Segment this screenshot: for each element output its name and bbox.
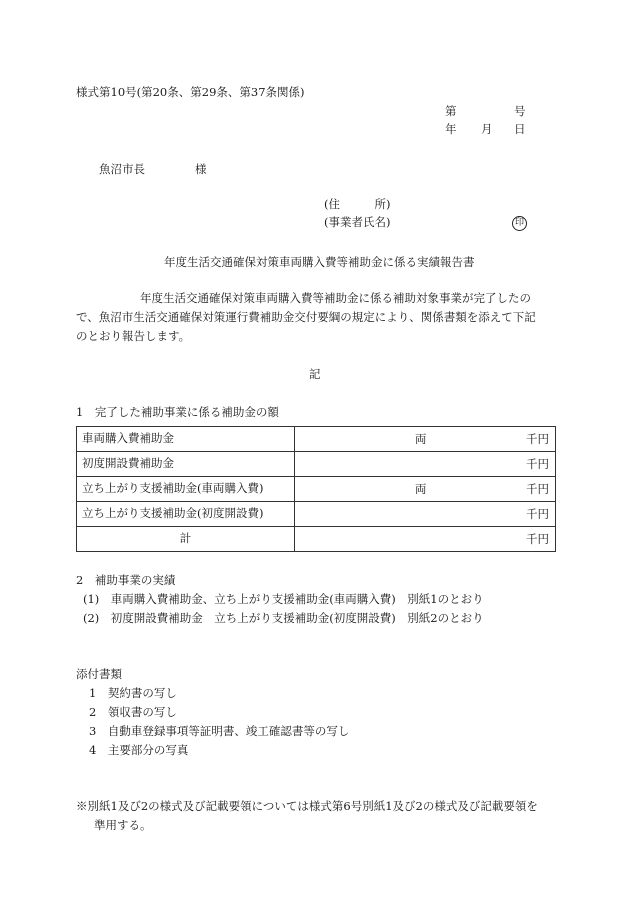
doc-number-prefix: 第 — [445, 104, 457, 118]
attachment-item: 1 契約書の写し — [89, 686, 177, 700]
table-row — [77, 452, 556, 477]
attachment-item: 2 領収書の写し — [89, 705, 177, 719]
date-year: 年 — [445, 122, 457, 136]
row-label: 車両購入費補助金 — [77, 427, 295, 452]
addressee-name: 魚沼市長 — [99, 162, 145, 176]
row-value-cell — [295, 527, 556, 552]
row-label: 初度開設費補助金 — [77, 452, 295, 477]
table-row — [77, 477, 556, 502]
row-value-cell — [295, 477, 556, 502]
addressee-honorific: 様 — [195, 162, 207, 176]
row-label: 立ち上がり支援補助金(初度開設費) — [77, 502, 295, 527]
vehicle-unit: 両 — [415, 482, 427, 496]
form-number: 様式第10号(第20条、第29条、第37条関係) — [76, 85, 305, 99]
amount-unit: 千円 — [526, 482, 549, 496]
total-label: 計 — [77, 527, 295, 552]
row-value-cell — [295, 502, 556, 527]
amount-unit: 千円 — [526, 532, 549, 546]
applicant-name-label: (事業者氏名) — [324, 215, 391, 229]
row-value-cell — [295, 452, 556, 477]
attachment-item: 3 自動車登録事項等証明書、竣工確認書等の写し — [89, 724, 350, 738]
table-row — [77, 502, 556, 527]
subsidy-amount-table — [76, 426, 556, 552]
row-label: 立ち上がり支援補助金(車両購入費) — [77, 477, 295, 502]
amount-unit: 千円 — [526, 457, 549, 471]
amount-unit: 千円 — [526, 432, 549, 446]
note-line-2: 準用する。 — [94, 818, 152, 832]
vehicle-unit: 両 — [415, 432, 427, 446]
row-value-cell — [295, 427, 556, 452]
date-month: 月 — [481, 122, 493, 136]
doc-number-suffix: 号 — [514, 104, 526, 118]
report-title: 年度生活交通確保対策車両購入費等補助金に係る実績報告書 — [164, 255, 475, 269]
date-day: 日 — [514, 122, 526, 136]
body-line-1: 年度生活交通確保対策車両購入費等補助金に係る補助対象事業が完了したの — [140, 291, 531, 305]
section1-heading: 1 完了した補助事業に係る補助金の額 — [76, 405, 279, 419]
address-label: (住 所) — [324, 197, 391, 211]
section2-item-1: (1) 車両購入費補助金、立ち上がり支援補助金(車両購入費) 別紙1のとおり — [83, 592, 484, 606]
note-line-1: ※別紙1及び2の様式及び記載要領については様式第6号別紙1及び2の様式及び記載要領を — [76, 799, 538, 813]
attachments-heading: 添付書類 — [76, 667, 122, 681]
body-line-2: で、魚沼市生活交通確保対策運行費補助金交付要綱の規定により、関係書類を添えて下記 — [76, 310, 536, 324]
section2-item-2: (2) 初度開設費補助金 立ち上がり支援補助金(初度開設費) 別紙2のとおり — [83, 611, 484, 625]
table-row-total — [77, 527, 556, 552]
amount-unit: 千円 — [526, 507, 549, 521]
seal-mark: 印 — [512, 216, 527, 231]
body-line-3: のとおり報告します。 — [76, 329, 191, 343]
table-row — [77, 427, 556, 452]
ki-heading: 記 — [309, 367, 321, 381]
attachment-item: 4 主要部分の写真 — [89, 743, 189, 757]
section2-heading: 2 補助事業の実績 — [76, 573, 176, 587]
